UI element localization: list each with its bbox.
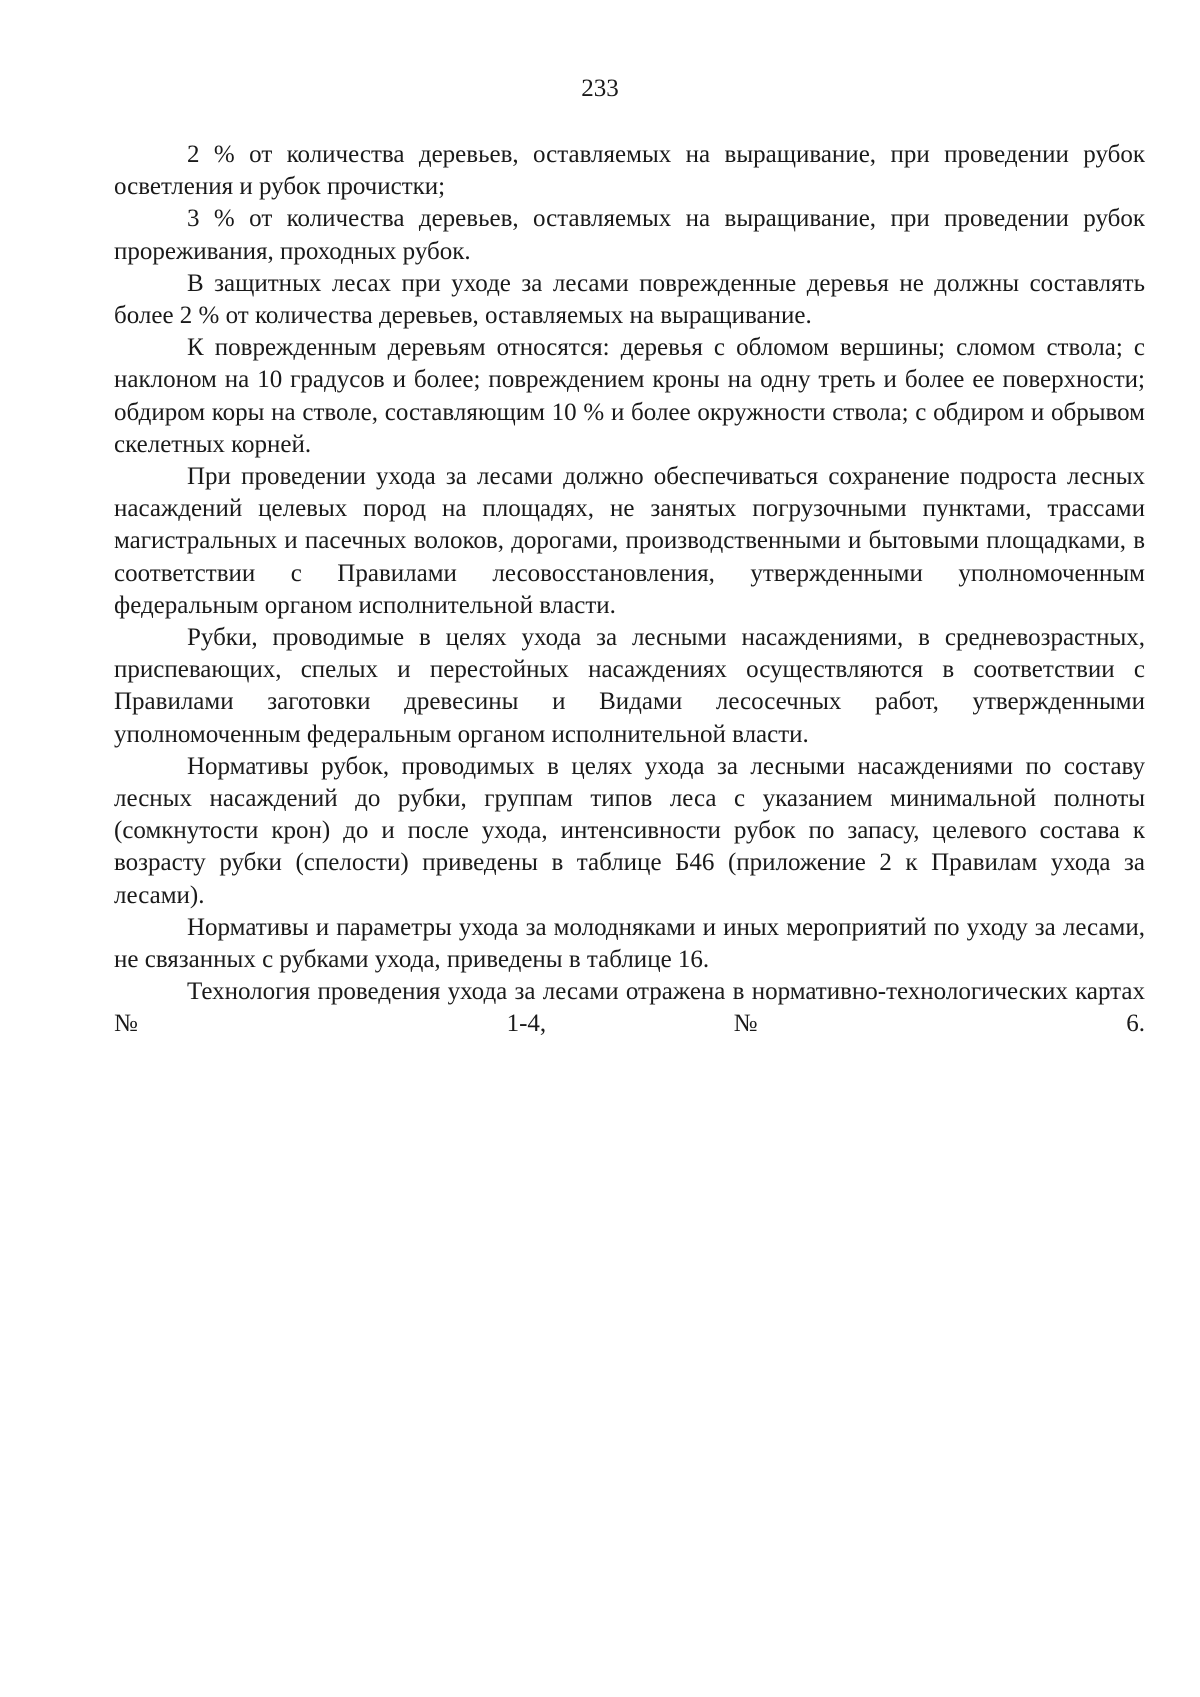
paragraph-technology-maps: Технология проведения ухода за лесами отражена в нормативно-технологических картах № 1-4, № 6. bbox=[114, 978, 1145, 1038]
paragraph-damaged-trees-definition: К поврежденным деревьям относятся: деревья с обломом вершины; сломом ствола; с наклоном на 10 градусов и более; повреждением кроны на одну треть и более ее поверхности; обдиром коры на стволе, составляющим 10 % и более окружности ствола; с обдиром и обрывом скелетных корней. bbox=[114, 334, 1145, 458]
paragraph-young-stand-care: Нормативы и параметры ухода за молодняками и иных мероприятий по уходу за лесами, не связанных с рубками ухода, приведены в таблице 16. bbox=[114, 913, 1145, 974]
paragraph-protective-forests: В защитных лесах при уходе за лесами поврежденные деревья не должны составлять более 2 % от количества деревьев, оставляемых на выращивание. bbox=[114, 269, 1145, 330]
paragraph-undergrowth-preservation: При проведении ухода за лесами должно обеспечиваться сохранение подроста лесных насаждений целевых пород на площадях, не занятых погрузочными пунктами, трассами магистральных и пасечных волоков, дорогами, производственными и бытовыми площадками, в соответствии с Правилами лесовосстановления, утвержденными уполномоченным федеральным органом исполнительной власти. bbox=[114, 463, 1145, 619]
paragraph-damage-thinning-passes: 3 % от количества деревьев, оставляемых на выращивание, при проведении рубок прореживания, проходных рубок. bbox=[114, 205, 1145, 265]
paragraph-damage-thinning-cleaning: 2 % от количества деревьев, оставляемых на выращивание, при проведении рубок осветления и рубок прочистки; bbox=[114, 141, 1145, 201]
paragraph-cutting-standards: Нормативы рубок, проводимых в целях ухода за лесными насаждениями по составу лесных насаждений до рубки, группам типов леса с указанием минимальной полноты (сомкнутости крон) до и после ухода, интенсивности рубок по запасу, целевого состава к возрасту рубки (спелости) приведены в таблице Б46 (приложение 2 к Правилам ухода за лесами). bbox=[114, 752, 1145, 909]
page-number: 233 bbox=[581, 75, 619, 102]
paragraph-care-cuttings-mature: Рубки, проводимые в целях ухода за лесными насаждениями, в средневозрастных, приспевающих, спелых и перестойных насаждениях осуществляются в соответствии с Правилами заготовки древесины и Видами лесосечных работ, утвержденными уполномоченным федеральным органом исполнительной власти. bbox=[114, 624, 1145, 748]
body-text bbox=[114, 139, 1145, 1041]
